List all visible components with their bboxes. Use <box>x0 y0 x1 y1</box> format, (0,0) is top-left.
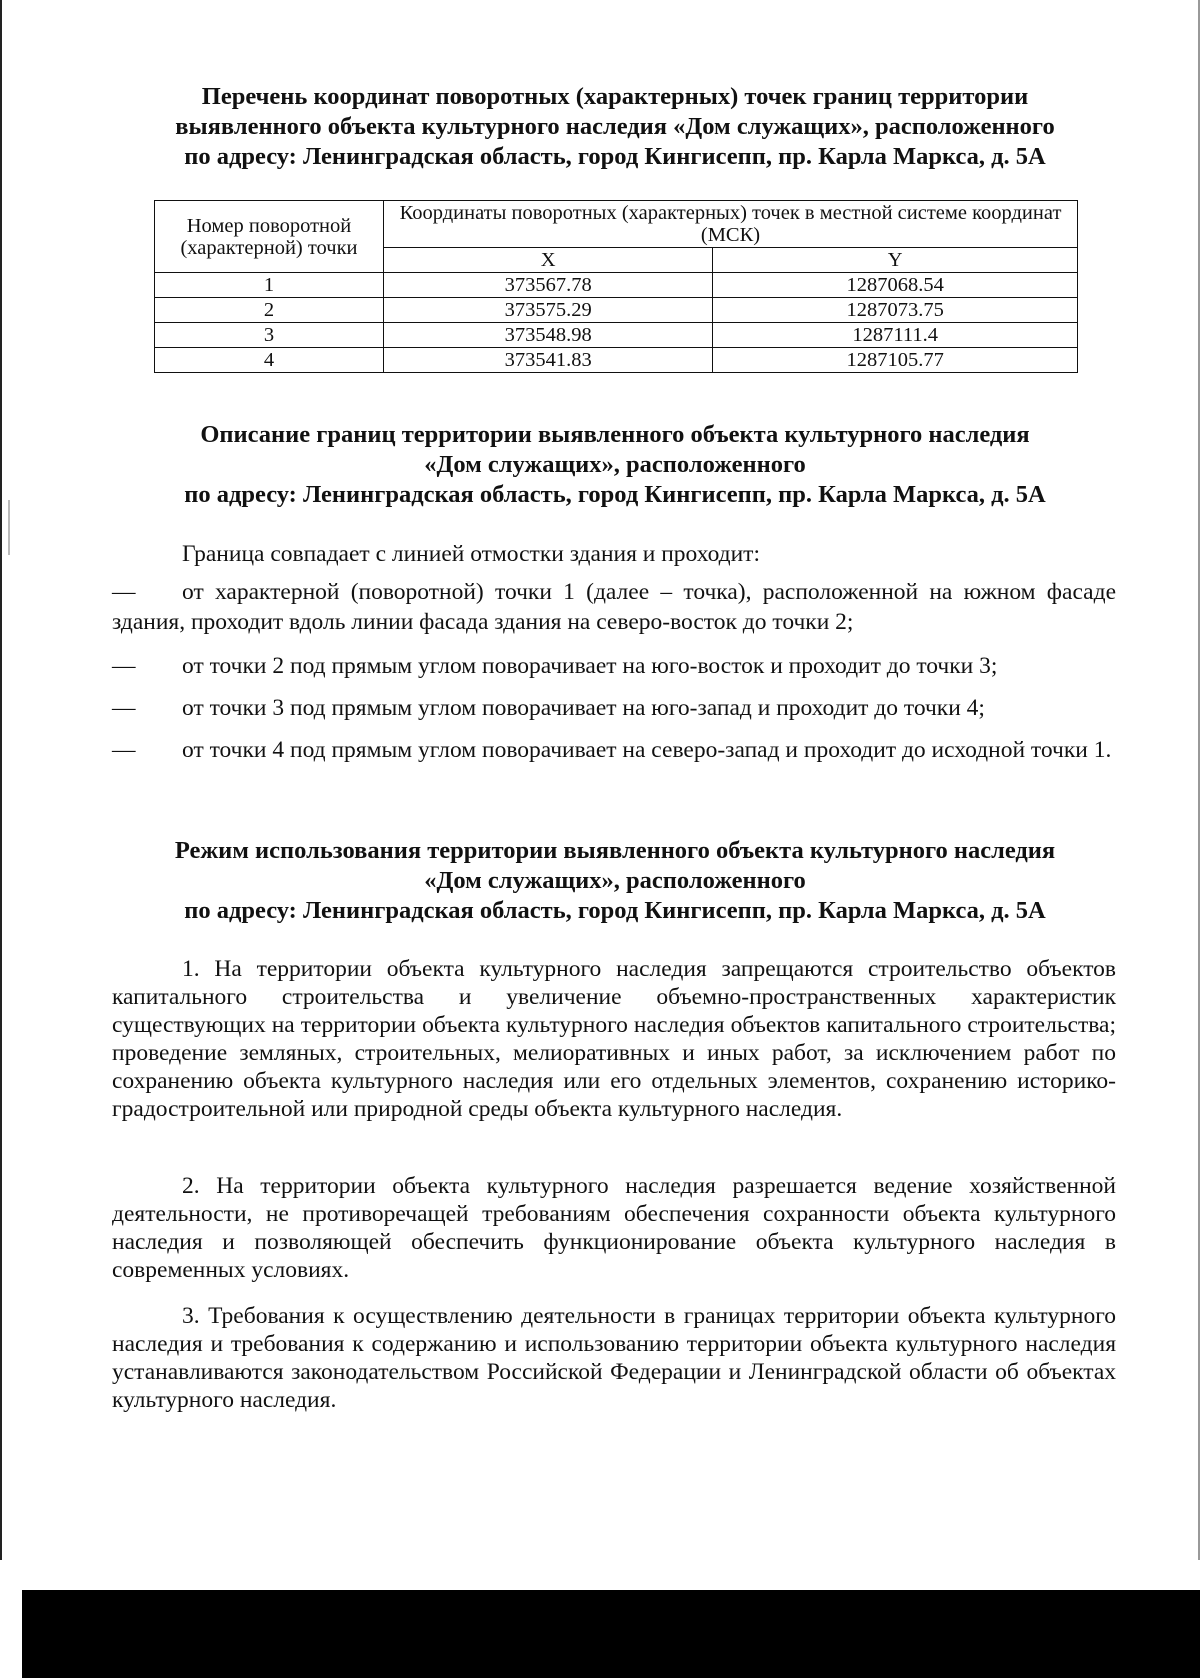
dash-marker: — <box>112 653 136 679</box>
dash-marker: — <box>112 579 136 605</box>
y-header: Y <box>713 248 1078 273</box>
table-row <box>155 273 1078 298</box>
heading-line: по адресу: Ленинградская область, город Кингисепп, пр. Карла Маркса, д. 5А <box>184 897 1046 924</box>
description-item <box>112 735 1116 765</box>
regime-paragraph: 3. Требования к осуществлению деятельности в границах территории объекта культурного наследия и требования к содержанию и использованию территории объекта культурного наследия устанавливаются законодательством Российской Федерации и Ленинградской области об объектах культурного наследия. <box>112 1303 1116 1413</box>
usage-regime-heading <box>100 836 1130 926</box>
heading-line: Перечень координат поворотных (характерных) точек границ территории <box>201 83 1029 110</box>
description-item-text: от точки 2 под прямым углом поворачивает на юго-восток и проходит до точки 3; <box>182 653 998 679</box>
description-item <box>112 693 1116 723</box>
heading-line: «Дом служащих», расположенного <box>424 867 806 894</box>
dash-marker: — <box>112 695 136 721</box>
regime-paragraph: 2. На территории объекта культурного наследия разрешается ведение хозяйственной деятельности, не противоречащей требованиям обеспечения сохранности объекта культурного наследия и позволяющей обеспечить функционирование объекта культурного наследия в современных условиях. <box>112 1173 1116 1283</box>
scan-left-edge <box>0 0 2 1560</box>
x-cell: 373567.78 <box>384 273 713 298</box>
table-row <box>155 323 1078 348</box>
description-item-text: от точки 3 под прямым углом поворачивает на юго-запад и проходит до точки 4; <box>182 695 985 721</box>
regime-paragraph: 1. На территории объекта культурного наследия запрещаются строительство объектов капитального строительства и увеличение объемно-пространственных характеристик существующих на территории объекта культурного наследия объектов капитального строительства; проведение земляных, строительных, мелиоративных и иных работ, за исключением работ по сохранению объекта культурного наследия или его отдельных элементов, сохранению историко-градостроительной или природной среды объекта культурного наследия. <box>112 956 1116 1122</box>
description-intro: Граница совпадает с линией отмостки здания и проходит: <box>182 541 760 567</box>
point-cell: 2 <box>155 298 384 323</box>
heading-line: «Дом служащих», расположенного <box>424 451 806 478</box>
heading-line: выявленного объекта культурного наследия «Дом служащих», расположенного <box>175 113 1055 140</box>
description-item <box>112 577 1116 637</box>
scan-margin-mark <box>8 500 10 555</box>
x-header: X <box>384 248 713 273</box>
point-number-header: Номер поворотной (характерной) точки <box>155 201 384 273</box>
description-item <box>112 651 1116 681</box>
description-item-text: от характерной (поворотной) точки 1 (далее – точка), расположенной на южном фасаде здания, проходит вдоль линии фасада здания на северо-восток до точки 2; <box>112 579 1116 635</box>
table-row <box>155 298 1078 323</box>
table-row <box>155 348 1078 373</box>
x-cell: 373575.29 <box>384 298 713 323</box>
dash-marker: — <box>112 737 136 763</box>
table-header-row <box>155 201 1078 248</box>
x-cell: 373548.98 <box>384 323 713 348</box>
coordinates-list-heading <box>100 82 1130 172</box>
heading-line: Описание границ территории выявленного объекта культурного наследия <box>200 421 1030 448</box>
point-cell: 3 <box>155 323 384 348</box>
point-cell: 4 <box>155 348 384 373</box>
boundary-description-heading <box>100 420 1130 510</box>
coordinates-table <box>154 200 1078 373</box>
y-cell: 1287068.54 <box>713 273 1078 298</box>
y-cell: 1287111.4 <box>713 323 1078 348</box>
point-cell: 1 <box>155 273 384 298</box>
scan-bottom-bar <box>22 1590 1200 1678</box>
y-cell: 1287073.75 <box>713 298 1078 323</box>
y-cell: 1287105.77 <box>713 348 1078 373</box>
coordinates-header: Координаты поворотных (характерных) точек в местной системе координат (МСК) <box>384 201 1078 248</box>
heading-line: Режим использования территории выявленного объекта культурного наследия <box>174 837 1056 864</box>
heading-line: по адресу: Ленинградская область, город Кингисепп, пр. Карла Маркса, д. 5А <box>184 143 1046 170</box>
description-item-text: от точки 4 под прямым углом поворачивает на северо-запад и проходит до исходной точки 1. <box>182 737 1112 763</box>
heading-line: по адресу: Ленинградская область, город Кингисепп, пр. Карла Маркса, д. 5А <box>184 481 1046 508</box>
x-cell: 373541.83 <box>384 348 713 373</box>
